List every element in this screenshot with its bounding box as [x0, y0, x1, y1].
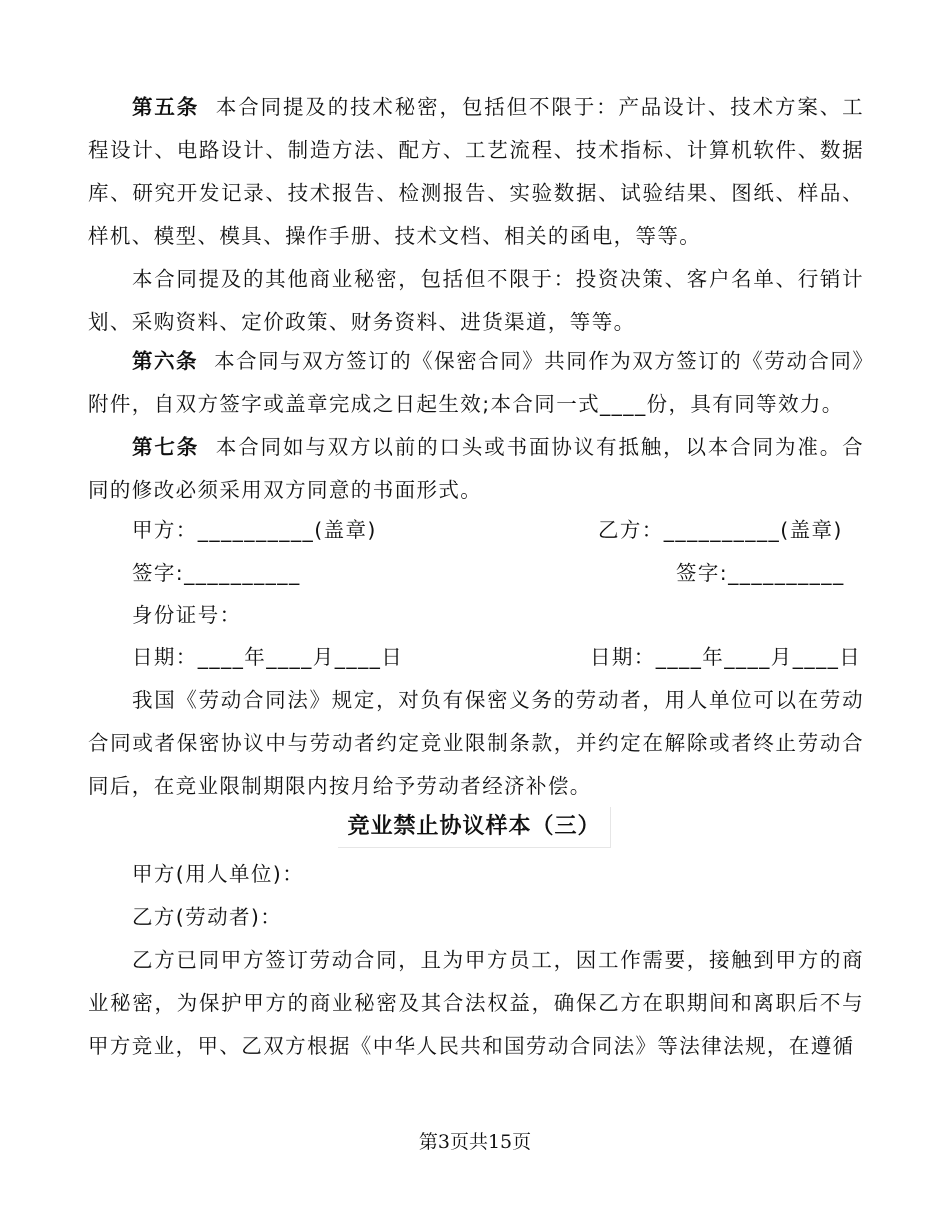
party-b-employee-line: 乙方(劳动者)： [132, 905, 283, 929]
article-7-text: 本合同如与双方以前的口头或书面协议有抵触，以本合同为准。合同的修改必须采用双方同意的书面形式。 [88, 435, 864, 502]
other-secrets-paragraph: 本合同提及的其他商业秘密，包括但不限于：投资决策、客户名单、行销计划、采购资料、定价政策、财务资料、进货渠道，等等。 [88, 267, 864, 334]
party-a-employer-line: 甲方(用人单位)： [132, 862, 305, 886]
article-5-text: 本合同提及的技术秘密，包括但不限于：产品设计、技术方案、工程设计、电路设计、制造方法、配方、工艺流程、技术指标、计算机软件、数据库、研究开发记录、技术报告、检测报告、实验数据、试验结果、图纸、样品、样机、模型、模具、操作手册、技术文档、相关的函电，等等。 [88, 95, 864, 248]
party-a-sign-line: 签字:__________ [132, 561, 301, 585]
id-number-line: 身份证号： [132, 603, 242, 627]
page-number-footer: 第3页共15页 [418, 1131, 532, 1153]
party-b-sign-line: 签字:__________ [676, 561, 845, 585]
article-7-heading: 第七条 [132, 435, 200, 459]
article-5-heading: 第五条 [132, 95, 200, 119]
section-title: 竞业禁止协议样本（三） [338, 807, 611, 848]
party-b-seal-line: 乙方：__________(盖章) [598, 518, 843, 542]
intro-paragraph: 乙方已同甲方签订劳动合同，且为甲方员工，因工作需要，接触到甲方的商业秘密，为保护甲方的商业秘密及其合法权益，确保乙方在职期间和离职后不与甲方竞业，甲、乙双方根据《中华人民共和国劳动合同法》等法律法规，在遵循 [88, 948, 864, 1058]
party-a-seal-line: 甲方：__________(盖章) [132, 518, 377, 542]
law-note-paragraph: 我国《劳动合同法》规定，对负有保密义务的劳动者，用人单位可以在劳动合同或者保密协议中与劳动者约定竞业限制条款，并约定在解除或者终止劳动合同后，在竞业限制期限内按月给予劳动者经济补偿。 [88, 688, 864, 798]
party-a-date-line: 日期：____年____月____日 [132, 645, 404, 669]
article-6-text: 本合同与双方签订的《保密合同》共同作为双方签订的《劳动合同》附件，自双方签字或盖章完成之日起生效;本合同一式____份，具有同等效力。 [88, 349, 865, 416]
article-6-paragraph [88, 340, 864, 426]
party-b-date-line: 日期：____年____月____日 [590, 645, 862, 669]
article-7-paragraph [88, 426, 864, 512]
article-5-paragraph [88, 86, 864, 258]
article-6-heading: 第六条 [132, 349, 199, 373]
